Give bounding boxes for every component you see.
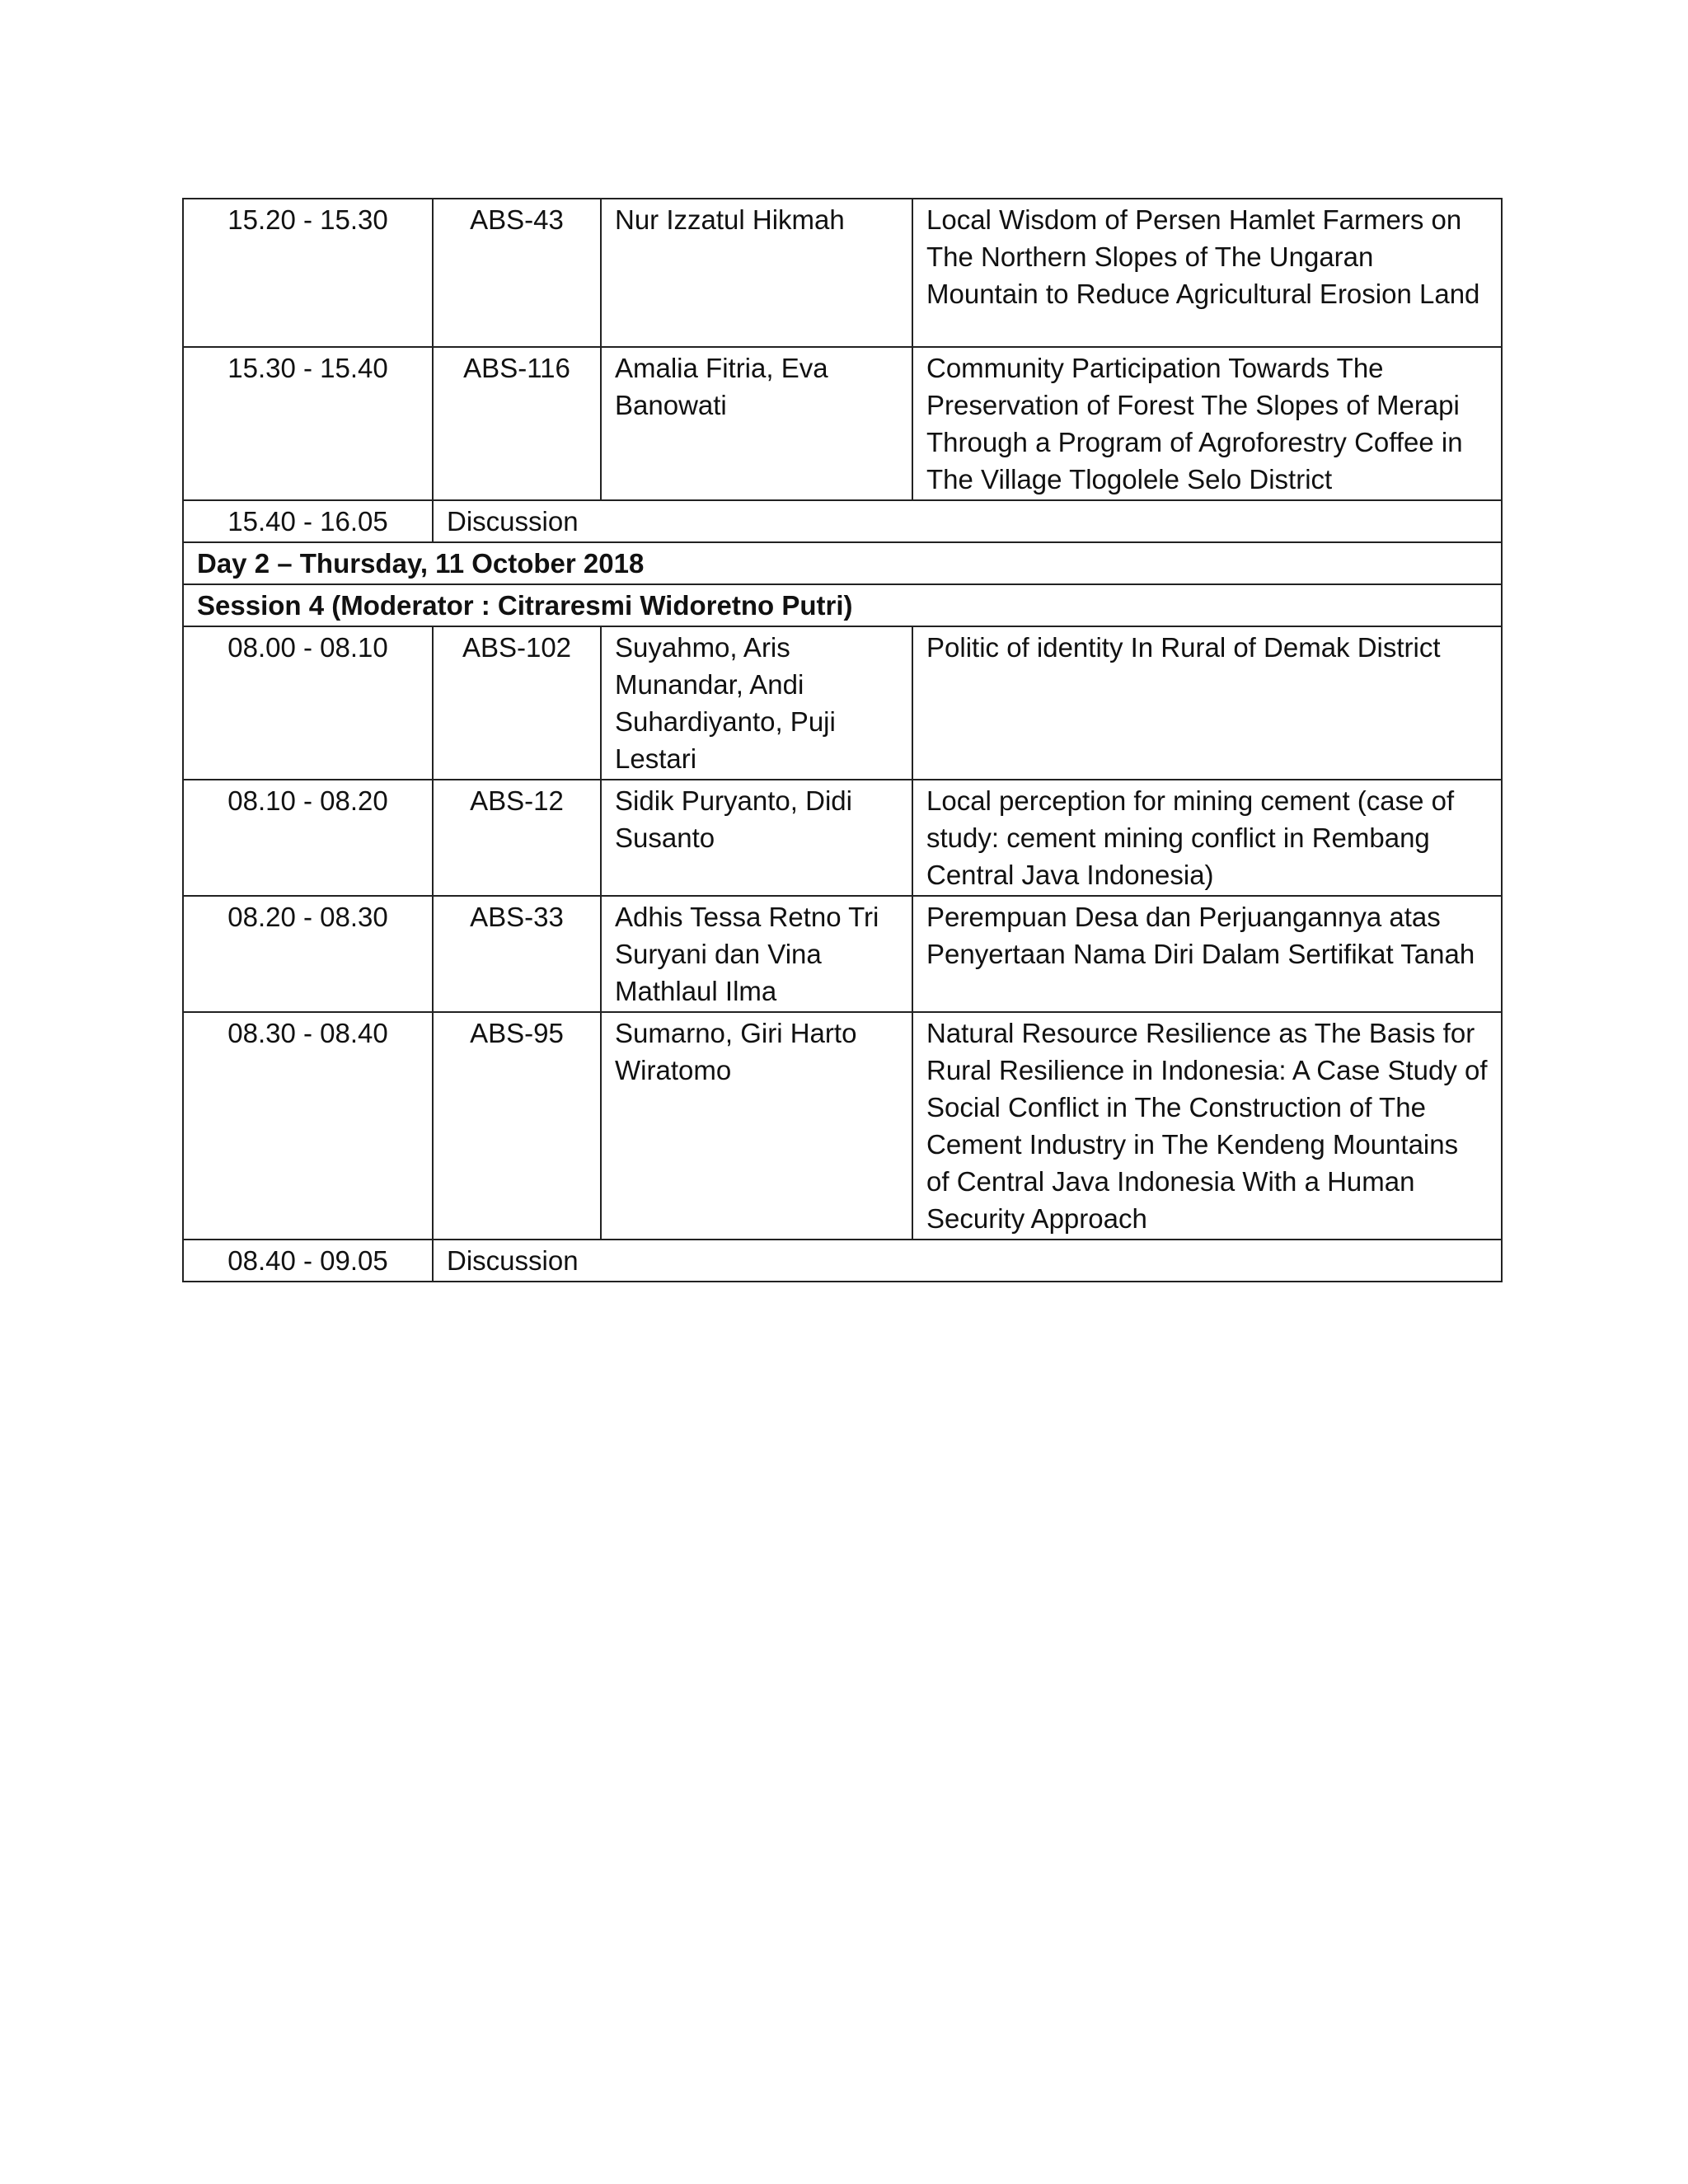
table-row xyxy=(183,1012,1502,1240)
abstract-code-cell: ABS-102 xyxy=(433,626,601,780)
time-cell: 15.30 - 15.40 xyxy=(183,347,433,500)
authors-cell: Sumarno, Giri Harto Wiratomo xyxy=(601,1012,912,1240)
time-cell: 08.10 - 08.20 xyxy=(183,780,433,896)
time-cell: 08.00 - 08.10 xyxy=(183,626,433,780)
paper-title-cell: Perempuan Desa dan Perjuangannya atas Penyertaan Nama Diri Dalam Sertifikat Tanah xyxy=(912,896,1502,1012)
time-cell: 08.20 - 08.30 xyxy=(183,896,433,1012)
authors-cell: Sidik Puryanto, Didi Susanto xyxy=(601,780,912,896)
paper-title-cell: Natural Resource Resilience as The Basis for Rural Resilience in Indonesia: A Case Study of Social Conflict in The Construction of The Cement Industry in The Kendeng Mountains of Central Java Indonesia With a Human Security Approach xyxy=(912,1012,1502,1240)
time-cell: 08.40 - 09.05 xyxy=(183,1240,433,1282)
table-row xyxy=(183,780,1502,896)
abstract-code-cell: ABS-43 xyxy=(433,199,601,347)
discussion-label: Discussion xyxy=(433,500,1502,542)
table-row xyxy=(183,199,1502,347)
abstract-code-cell: ABS-12 xyxy=(433,780,601,896)
authors-cell: Nur Izzatul Hikmah xyxy=(601,199,912,347)
discussion-label: Discussion xyxy=(433,1240,1502,1282)
authors-cell: Amalia Fitria, Eva Banowati xyxy=(601,347,912,500)
paper-title-cell: Politic of identity In Rural of Demak District xyxy=(912,626,1502,780)
schedule-table xyxy=(182,198,1503,1282)
table-row xyxy=(183,896,1502,1012)
table-row xyxy=(183,626,1502,780)
abstract-code-cell: ABS-33 xyxy=(433,896,601,1012)
authors-cell: Suyahmo, Aris Munandar, Andi Suhardiyanto, Puji Lestari xyxy=(601,626,912,780)
paper-title-cell: Local Wisdom of Persen Hamlet Farmers on The Northern Slopes of The Ungaran Mountain to Reduce Agricultural Erosion Land xyxy=(912,199,1502,347)
time-cell: 15.20 - 15.30 xyxy=(183,199,433,347)
table-row xyxy=(183,347,1502,500)
abstract-code-cell: ABS-95 xyxy=(433,1012,601,1240)
time-cell: 15.40 - 16.05 xyxy=(183,500,433,542)
day-heading: Day 2 – Thursday, 11 October 2018 xyxy=(183,542,1502,584)
session-heading: Session 4 (Moderator : Citraresmi Widoretno Putri) xyxy=(183,584,1502,626)
authors-cell: Adhis Tessa Retno Tri Suryani dan Vina Mathlaul Ilma xyxy=(601,896,912,1012)
day-heading-row xyxy=(183,542,1502,584)
paper-title-cell: Local perception for mining cement (case of study: cement mining conflict in Rembang Central Java Indonesia) xyxy=(912,780,1502,896)
discussion-row xyxy=(183,500,1502,542)
paper-title-cell: Community Participation Towards The Preservation of Forest The Slopes of Merapi Through a Program of Agroforestry Coffee in The Village Tlogolele Selo District xyxy=(912,347,1502,500)
abstract-code-cell: ABS-116 xyxy=(433,347,601,500)
time-cell: 08.30 - 08.40 xyxy=(183,1012,433,1240)
session-heading-row xyxy=(183,584,1502,626)
discussion-row xyxy=(183,1240,1502,1282)
